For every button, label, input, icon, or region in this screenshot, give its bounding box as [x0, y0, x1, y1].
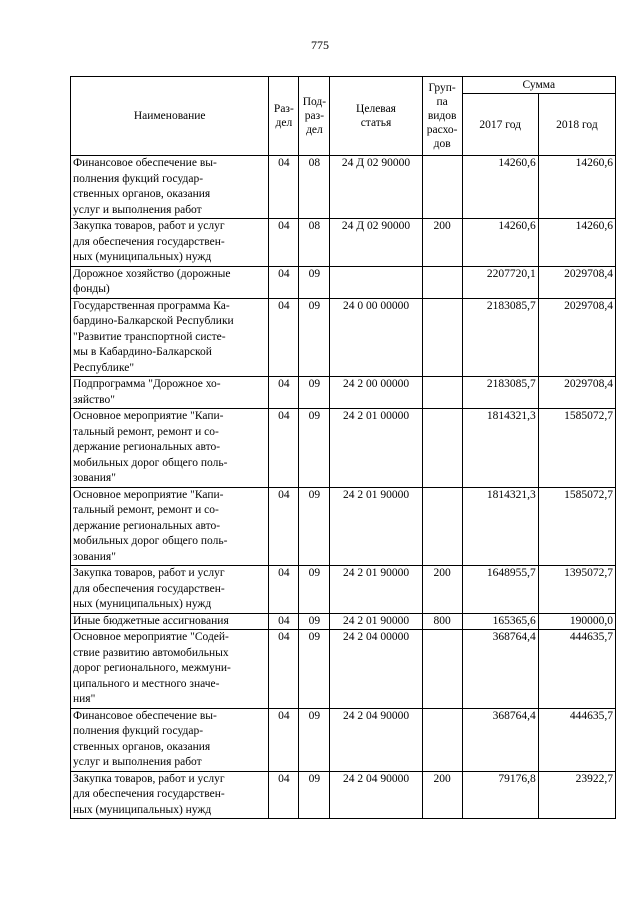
- cell-razdel: 04: [269, 630, 299, 709]
- cell-name: Закупка товаров, работ и услуг для обеспечения государствен- ных (муниципальных) нужд: [71, 771, 269, 819]
- cell-name: Государственная программа Ка- бардино-Балкарской Республики "Развитие транспортной систе- мы в Кабардино-Балкарской Республике": [71, 298, 269, 377]
- table-row: [71, 219, 616, 267]
- cell-2017: 79176,8: [462, 771, 538, 819]
- table-row: [71, 771, 616, 819]
- cell-2017: 165365,6: [462, 613, 538, 630]
- cell-target: 24 Д 02 90000: [330, 156, 422, 219]
- cell-group: [422, 708, 462, 771]
- header-sum-label: Сумма: [522, 79, 556, 91]
- header-razdel-label: Раз- дел: [273, 103, 294, 129]
- cell-2018: 444635,7: [538, 630, 615, 709]
- cell-2018: 14260,6: [538, 156, 615, 219]
- header-name-label: Наименование: [133, 110, 206, 122]
- cell-razdel: 04: [269, 613, 299, 630]
- cell-podrazdel: 09: [299, 708, 330, 771]
- table-row: [71, 708, 616, 771]
- cell-target: 24 2 01 90000: [330, 566, 422, 614]
- header-podrazdel-label: Под- раз- дел: [302, 96, 327, 136]
- cell-razdel: 04: [269, 566, 299, 614]
- table-row: [71, 630, 616, 709]
- cell-podrazdel: 09: [299, 487, 330, 566]
- cell-razdel: 04: [269, 377, 299, 409]
- cell-name: Иные бюджетные ассигнования: [71, 613, 269, 630]
- cell-razdel: 04: [269, 708, 299, 771]
- cell-2017: 368764,4: [462, 630, 538, 709]
- cell-2018: 14260,6: [538, 219, 615, 267]
- cell-group: [422, 298, 462, 377]
- cell-2018: 1395072,7: [538, 566, 615, 614]
- cell-podrazdel: 09: [299, 298, 330, 377]
- cell-podrazdel: 09: [299, 613, 330, 630]
- cell-2018: 1585072,7: [538, 487, 615, 566]
- cell-2018: 1585072,7: [538, 409, 615, 488]
- cell-target: 24 2 04 90000: [330, 771, 422, 819]
- cell-2017: 1814321,3: [462, 487, 538, 566]
- cell-razdel: 04: [269, 771, 299, 819]
- cell-target: 24 2 01 90000: [330, 487, 422, 566]
- header-razdel: [269, 77, 299, 156]
- cell-target: 24 2 01 00000: [330, 409, 422, 488]
- cell-name: Основное мероприятие "Капи- тальный ремонт, ремонт и со- держание региональных авто- мобильных дорог общего поль- зования": [71, 487, 269, 566]
- cell-target: 24 2 04 00000: [330, 630, 422, 709]
- table-row: [71, 377, 616, 409]
- cell-razdel: 04: [269, 266, 299, 298]
- cell-2018: 190000,0: [538, 613, 615, 630]
- table-row: [71, 613, 616, 630]
- cell-podrazdel: 08: [299, 219, 330, 267]
- cell-group: [422, 409, 462, 488]
- cell-podrazdel: 09: [299, 771, 330, 819]
- cell-2017: 368764,4: [462, 708, 538, 771]
- cell-2018: 2029708,4: [538, 298, 615, 377]
- cell-podrazdel: 09: [299, 377, 330, 409]
- cell-group: 200: [422, 566, 462, 614]
- cell-podrazdel: 09: [299, 266, 330, 298]
- header-podrazdel: [299, 77, 330, 156]
- cell-podrazdel: 08: [299, 156, 330, 219]
- table-row: [71, 266, 616, 298]
- table-row: [71, 566, 616, 614]
- cell-group: [422, 156, 462, 219]
- table-row: [71, 409, 616, 488]
- cell-group: [422, 630, 462, 709]
- cell-2018: 444635,7: [538, 708, 615, 771]
- header-2018: [538, 94, 615, 156]
- cell-name: Закупка товаров, работ и услуг для обеспечения государствен- ных (муниципальных) нужд: [71, 566, 269, 614]
- cell-name: Финансовое обеспечение вы- полнения фукций государ- ственных органов, оказания услуг и выполнения работ: [71, 708, 269, 771]
- cell-razdel: 04: [269, 409, 299, 488]
- cell-2018: 2029708,4: [538, 377, 615, 409]
- cell-2017: 14260,6: [462, 156, 538, 219]
- cell-razdel: 04: [269, 156, 299, 219]
- header-2017: [462, 94, 538, 156]
- cell-target: 24 0 00 00000: [330, 298, 422, 377]
- cell-name: Закупка товаров, работ и услуг для обеспечения государствен- ных (муниципальных) нужд: [71, 219, 269, 267]
- budget-table-body: [71, 156, 616, 819]
- cell-name: Подпрограмма "Дорожное хо- зяйство": [71, 377, 269, 409]
- cell-razdel: 04: [269, 298, 299, 377]
- cell-podrazdel: 09: [299, 409, 330, 488]
- cell-group: 800: [422, 613, 462, 630]
- cell-name: Основное мероприятие "Содей- ствие развитию автомобильных дорог регионального, межмуни- ципального и местного значе- ния": [71, 630, 269, 709]
- cell-razdel: 04: [269, 487, 299, 566]
- cell-target: 24 2 00 00000: [330, 377, 422, 409]
- header-target: [330, 77, 422, 156]
- header-2018-label: 2018 год: [556, 118, 598, 131]
- cell-2017: 2183085,7: [462, 377, 538, 409]
- cell-group: [422, 377, 462, 409]
- cell-2018: 2029708,4: [538, 266, 615, 298]
- table-row: [71, 156, 616, 219]
- cell-name: Дорожное хозяйство (дорожные фонды): [71, 266, 269, 298]
- cell-2017: 1648955,7: [462, 566, 538, 614]
- cell-2017: 1814321,3: [462, 409, 538, 488]
- header-target-label: Целевая статья: [356, 103, 396, 129]
- budget-table: [70, 76, 616, 819]
- cell-podrazdel: 09: [299, 566, 330, 614]
- cell-2017: 14260,6: [462, 219, 538, 267]
- cell-target: 24 2 01 90000: [330, 613, 422, 630]
- cell-2017: 2207720,1: [462, 266, 538, 298]
- cell-podrazdel: 09: [299, 630, 330, 709]
- cell-2018: 23922,7: [538, 771, 615, 819]
- cell-target: [330, 266, 422, 298]
- cell-group: 200: [422, 219, 462, 267]
- cell-name: Основное мероприятие "Капи- тальный ремонт, ремонт и со- держание региональных авто- мобильных дорог общего поль- зования": [71, 409, 269, 488]
- header-group: [422, 77, 462, 156]
- cell-group: [422, 266, 462, 298]
- cell-group: [422, 487, 462, 566]
- cell-2017: 2183085,7: [462, 298, 538, 377]
- cell-group: 200: [422, 771, 462, 819]
- header-group-label: Груп- па видов расхо- дов: [426, 82, 458, 150]
- table-row: [71, 487, 616, 566]
- header-name: [71, 77, 269, 156]
- cell-name: Финансовое обеспечение вы- полнения фукций государ- ственных органов, оказания услуг и выполнения работ: [71, 156, 269, 219]
- header-2017-label: 2017 год: [479, 118, 521, 131]
- page-number: 775: [311, 38, 329, 52]
- cell-razdel: 04: [269, 219, 299, 267]
- header-sum: [462, 77, 615, 94]
- table-row: [71, 298, 616, 377]
- cell-target: 24 2 04 90000: [330, 708, 422, 771]
- cell-target: 24 Д 02 90000: [330, 219, 422, 267]
- header-row: [71, 77, 616, 94]
